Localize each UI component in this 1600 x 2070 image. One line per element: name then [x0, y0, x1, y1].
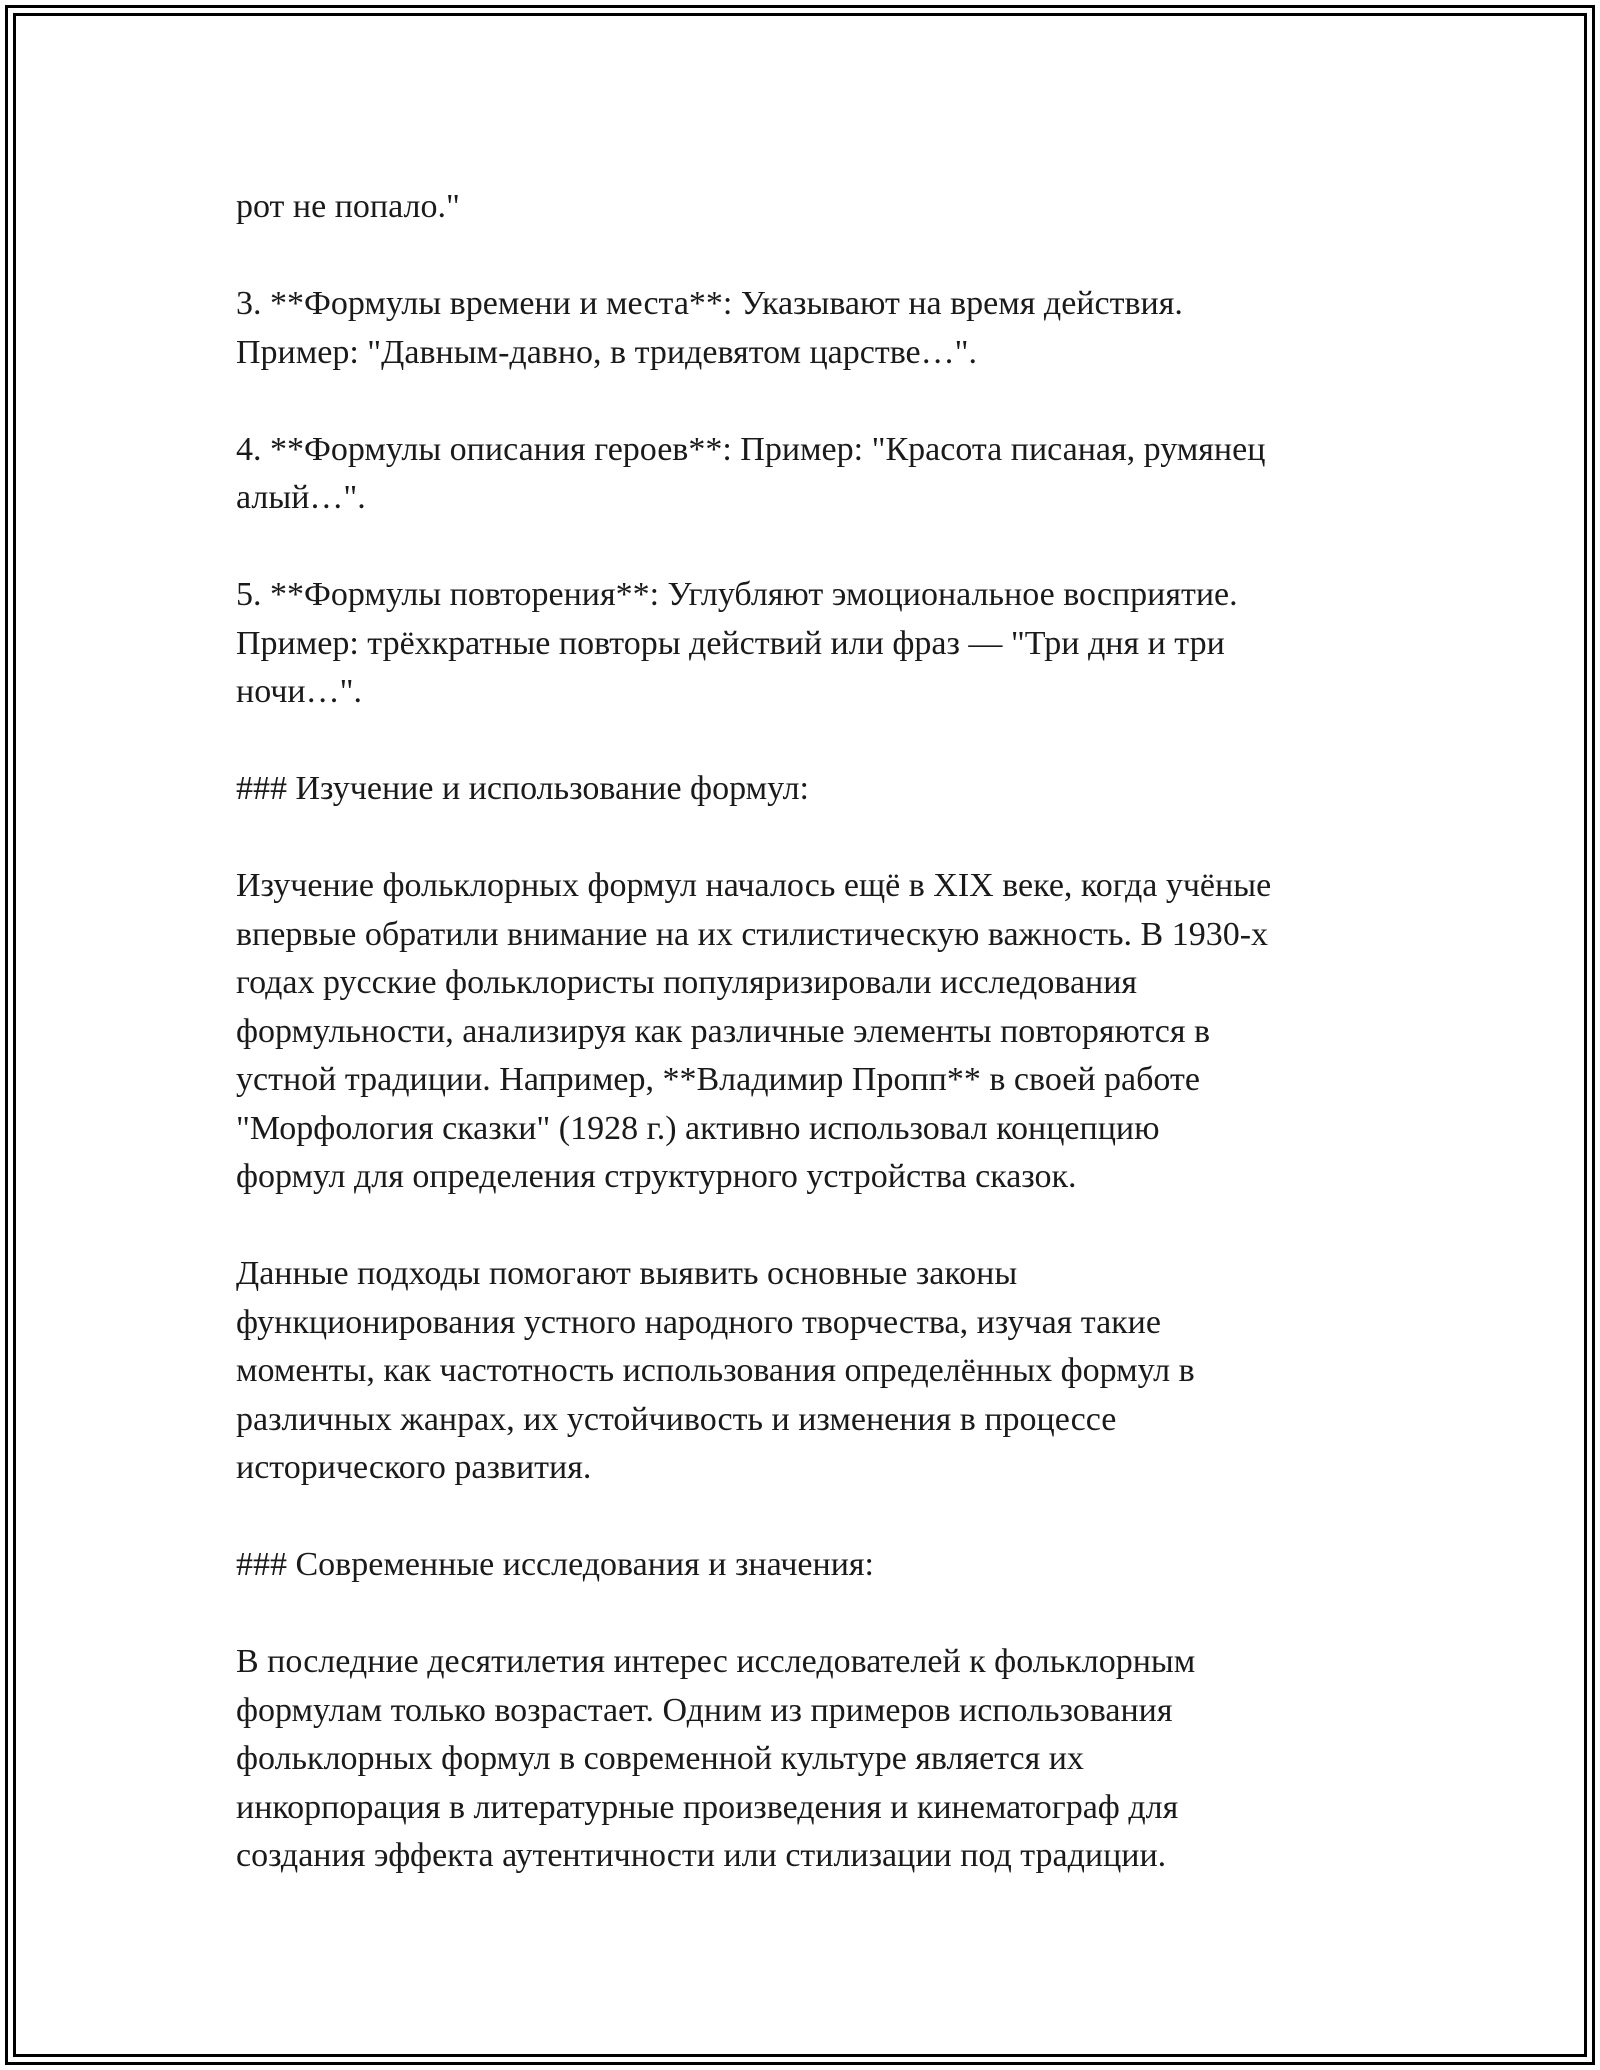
- list-item-hero-description-formulas: 4. **Формулы описания героев**: Пример: "Красота писаная, румянец алый…".: [236, 430, 1266, 516]
- section-heading-study: ### Изучение и использование формул:: [236, 770, 810, 807]
- section-heading-modern: ### Современные исследования и значения:: [236, 1546, 874, 1583]
- paragraph-modern-research: В последние десятилетия интерес исследователей к фольклорным формулам только возрастает. Одним из примеров использования фольклорных формул в современной культуре является их инкорпорация в литературные произведения и кинематограф для создания эффекта аутентичности или стилизации под традиции.: [236, 1643, 1196, 1874]
- document-body: [236, 183, 1376, 1881]
- list-item-repetition-formulas: 5. **Формулы повторения**: Углубляют эмоциональное восприятие. Пример: трёхкратные повторы действий или фраз — "Три дня и три ночи…".: [236, 576, 1238, 710]
- paragraph-approaches: Данные подходы помогают выявить основные законы функционирования устного народного творчества, изучая такие моменты, как частотность использования определённых формул в различных жанрах, их устойчивость и изменения в процессе исторического развития.: [236, 1255, 1195, 1486]
- list-item-time-place-formulas: 3. **Формулы времени и места**: Указывают на время действия. Пример: "Давным-давно, в тридевятом царстве…".: [236, 285, 1183, 371]
- paragraph-continuation: рот не попало.": [236, 188, 460, 225]
- paragraph-study-history: Изучение фольклорных формул началось ещё в XIX веке, когда учёные впервые обратили внимание на их стилистическую важность. В 1930-х годах русские фольклористы популяризировали исследования формульности, анализируя как различные элементы повторяются в устной традиции. Например, **Владимир Пропп** в своей работе "Морфология сказки" (1928 г.) активно использовал концепцию формул для определения структурного устройства сказок.: [236, 867, 1272, 1195]
